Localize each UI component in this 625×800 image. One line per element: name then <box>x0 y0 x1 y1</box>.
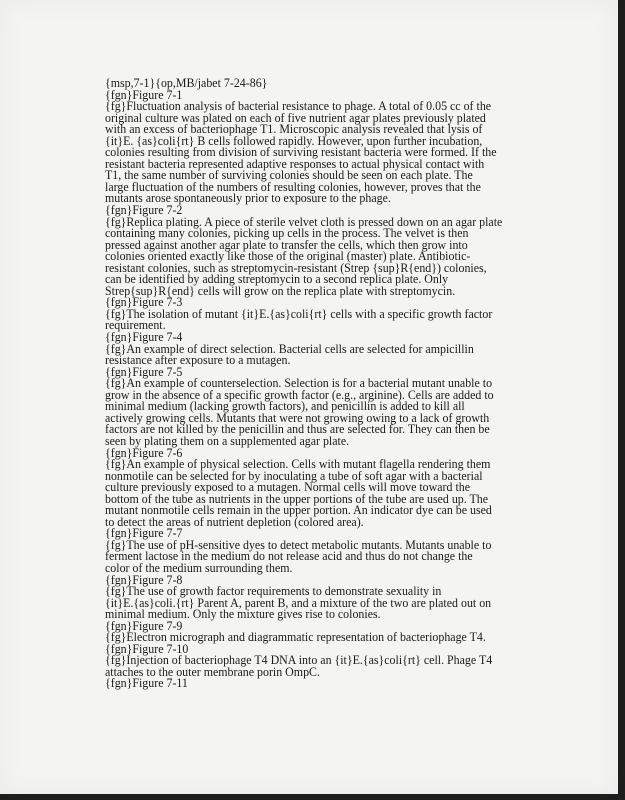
figure-caption-line: color of the medium surrounding them. <box>105 560 293 575</box>
figure-caption-line: colonies oriented exactly like those of the original (master) plate. Antibiotic- <box>105 249 471 264</box>
figure-label: {fgn}Figure 7-10 <box>105 641 189 656</box>
figure-caption-line: bottom of the tube as nutrients in the upper portions of the tube are used up. The <box>105 491 489 506</box>
figure-caption-line: {it}E. {as}coli{rt} B cells followed rapidly. However, upon further incubation, <box>105 133 483 148</box>
figure-caption-line: nonmotile can be selected for by inoculating a tube of soft agar with a bacterial <box>105 468 483 483</box>
figure-label: {fgn}Figure 7-5 <box>105 364 183 379</box>
figure-caption-line: to detect the areas of nutrient depletion (colored area). <box>105 514 364 529</box>
figure-label: {fgn}Figure 7-7 <box>105 526 183 541</box>
figure-caption-line: {it}E.{as}coli.{rt} Parent A, parent B, and a mixture of the two are plated out on <box>105 595 492 610</box>
figure-label: {fgn}Figure 7-8 <box>105 572 183 587</box>
figure-label: {fgn}Figure 7-6 <box>105 445 183 460</box>
figure-caption-line: {fg}The isolation of mutant {it}E.{as}coli{rt} cells with a specific growth factor <box>105 306 493 321</box>
figure-caption-line: factors are not killed by the penicillin and thus are selected for. They can then be <box>105 422 490 437</box>
figure-caption-line: {fg}An example of counterselection. Selection is for a bacterial mutant unable to <box>105 376 493 391</box>
figure-caption-line: colonies resulting from division of surviving resistant bacteria were formed. If the <box>105 145 497 160</box>
figure-caption-line: culture previously exposed to a mutagen. Normal cells will move toward the <box>105 480 471 495</box>
figure-caption-line: T1, the same number of surviving colonies should be seen on each plate. The <box>105 168 473 183</box>
figure-caption-line: {fg}Fluctuation analysis of bacterial resistance to phage. A total of 0.05 cc of the <box>105 99 492 114</box>
figure-caption-line: containing many colonies, picking up cells in the process. The velvet is then <box>105 226 469 241</box>
figure-caption-line: resistant colonies, such as streptomycin-resistant (Strep {sup}R{end}) colonies, <box>105 260 487 275</box>
figure-caption-line: minimal medium. Only the mixture gives rise to colonies. <box>105 607 381 622</box>
figure-caption-line: actively growing cells. Mutants that were not growing owing to a lack of growth <box>105 410 490 425</box>
figure-caption-line: requirement. <box>105 318 166 333</box>
figure-caption-line: {fg}An example of direct selection. Bacterial cells are selected for ampicillin <box>105 341 474 356</box>
figure-caption-line: {fg}The use of pH-sensitive dyes to detect metabolic mutants. Mutants unable to <box>105 537 492 552</box>
figure-caption-line: mutant nonmotile cells remain in the upper portion. An indicator dye can be used <box>105 503 492 518</box>
figure-caption-line: resistance after exposure to a mutagen. <box>105 353 291 368</box>
figure-caption-line: with an excess of bacteriophage T1. Microscopic analysis revealed that lysis of <box>105 122 483 137</box>
figure-caption-line: resistant bacteria represented adaptive responses to actual physical contact with <box>105 156 485 171</box>
figure-caption-line: original culture was plated on each of five nutrient agar plates previously plated <box>105 110 486 125</box>
figure-label: {fgn}Figure 7-4 <box>105 330 183 345</box>
figure-caption-line: {fg}Injection of bacteriophage T4 DNA into an {it}E.{as}coli{rt} cell. Phage T4 <box>105 653 493 668</box>
figure-caption-line: minimal medium (lacking growth factors), and penicillin is added to kill all <box>105 399 465 414</box>
document-header-code: {msp,7-1}{op,MB/jabet 7-24-86} <box>105 76 268 90</box>
document-body <box>105 78 545 690</box>
figure-caption-line: {fg}Replica plating. A piece of sterile velvet cloth is pressed down on an agar plate <box>105 214 503 229</box>
figure-label: {fgn}Figure 7-11 <box>105 676 188 691</box>
figure-caption-line: can be identified by adding streptomycin to a second replica plate. Only <box>105 272 449 287</box>
figure-label: {fgn}Figure 7-2 <box>105 203 183 218</box>
figure-label: {fgn}Figure 7-3 <box>105 295 183 310</box>
figure-caption-line: {fg}An example of physical selection. Cells with mutant flagella rendering them <box>105 457 491 472</box>
figure-label: {fgn}Figure 7-9 <box>105 618 183 633</box>
figure-caption-line: {fg}Electron micrograph and diagrammatic representation of bacteriophage T4. <box>105 630 486 645</box>
figure-caption-line: large fluctuation of the numbers of resulting colonies, however, proves that the <box>105 179 481 194</box>
figure-caption-line: attaches to the outer membrane porin OmpC. <box>105 664 320 679</box>
figure-caption-line: pressed against another agar plate to transfer the cells, which then grow into <box>105 237 468 252</box>
figure-caption-line: grow in the absence of a specific growth factor (e.g., arginine). Cells are added to <box>105 387 494 402</box>
figure-caption-line: seen by plating them on a supplemented agar plate. <box>105 433 350 448</box>
figure-caption-line: ferment lactose in the medium do not release acid and thus do not change the <box>105 549 473 564</box>
figure-caption-line: mutants arose spontaneously prior to exposure to the phage. <box>105 191 391 206</box>
figure-label: {fgn}Figure 7-1 <box>105 87 183 102</box>
figure-caption-line: {fg}The use of growth factor requirements to demonstrate sexuality in <box>105 584 442 599</box>
figure-caption-line: Strep{sup}R{end} cells will grow on the replica plate with streptomycin. <box>105 283 456 298</box>
